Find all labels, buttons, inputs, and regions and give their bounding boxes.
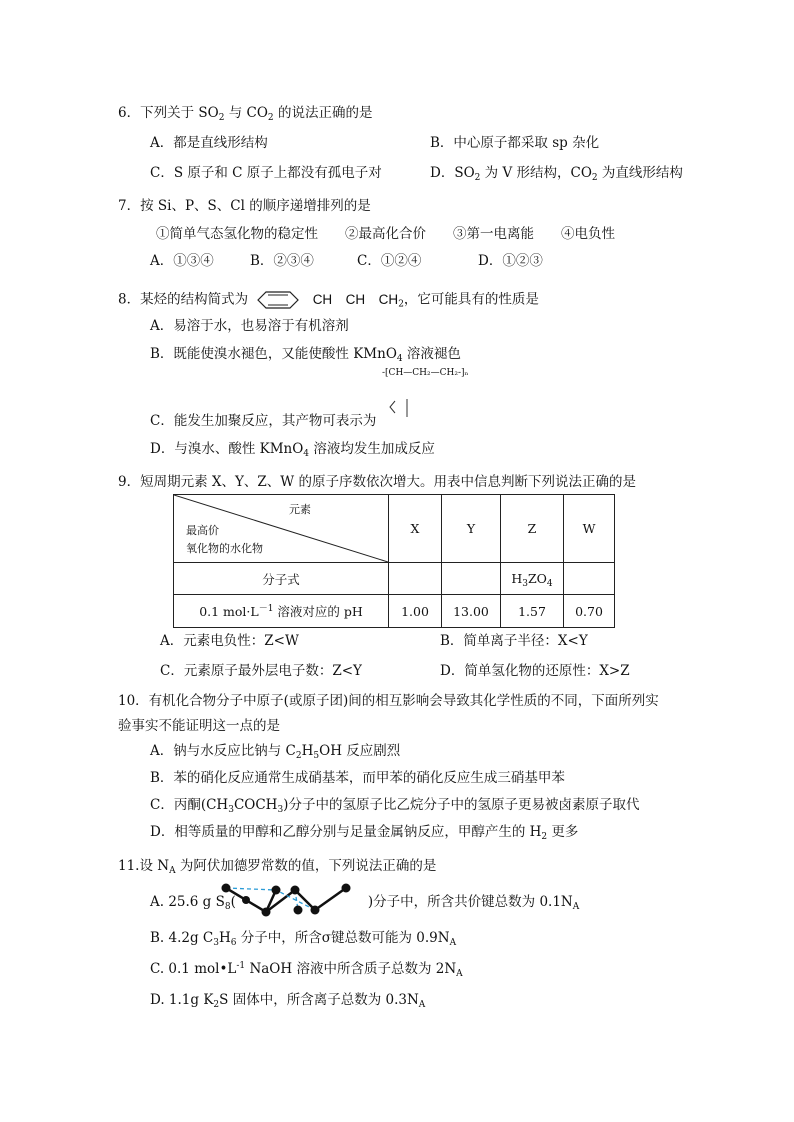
q9-row2-y: 13.00	[442, 595, 501, 628]
q9-row2-label: 0.1 $mol\cdot L^{-1}$ 溶液对应的 pH	[174, 595, 389, 628]
q7-option-c: C．①②④	[357, 253, 422, 269]
q6-option-d: D．$SO_2$ 为 V 形结构，$CO_2$ 为直线形结构	[430, 165, 683, 183]
q9-col-y: Y	[442, 495, 501, 563]
q10-option-a: A．钠与水反应比钠与 $C_2H_5OH$ 反应剧烈	[150, 743, 401, 761]
q9-table	[173, 494, 615, 628]
q10-stem-line2: 验事实不能证明这一点的是	[118, 718, 280, 734]
q11-option-b: B. 4.2g $C_3H_6$ 分子中，所含σ键总数可能为 $0.9N_A$	[150, 930, 457, 948]
q10-stem-line1: 10．有机化合物分子中原子(或原子团)间的相互影响会导致其化学性质的不同，下面所列实	[118, 693, 659, 709]
q6-option-a: A．都是直线形结构	[150, 135, 268, 151]
q8-struct-text: CH CH CH	[312, 291, 399, 307]
q8-option-a: A．易溶于水，也易溶于有机溶剂	[150, 318, 349, 334]
q6-option-c: C．S 原子和 C 原子上都没有孤电子对	[150, 165, 382, 181]
q8-stem: 8．某烃的结构简式为 CH CH $CH_2$，它可能具有的性质是	[118, 288, 539, 312]
q7-option-d: D．①②③	[478, 253, 543, 269]
q7-items: ①简单气态氢化物的稳定性 ②最高化合价 ③第一电离能 ④电负性	[156, 226, 615, 242]
q9-option-b: B．简单离子半径：X<Y	[440, 633, 588, 649]
q8-option-d: D．与溴水、酸性 KMnO$_4$ 溶液均发生加成反应	[150, 441, 435, 459]
q10-option-d: D．相等质量的甲醇和乙醇分别与足量金属钠反应，甲醇产生的 $H_2$ 更多	[150, 824, 579, 842]
q9-col-z: Z	[501, 495, 564, 563]
q7-option-a: A．①③④	[150, 253, 214, 269]
q9-table-diagonal-header: 元素 最高价 氧化物的水化物	[174, 495, 389, 563]
q9-option-d: D．简单氢化物的还原性：X>Z	[440, 663, 630, 679]
q9-row1-z: $H_3ZO_4$	[501, 563, 564, 595]
q8-option-b: B．既能使溴水褪色，又能使酸性 KMnO$_4$ 溶液褪色	[150, 346, 461, 364]
q11-option-d: D. 1.1g $K_2S$ 固体中，所含离子总数为 $0.3N_A$	[150, 992, 426, 1010]
q10-option-b: B．苯的硝化反应通常生成硝基苯，而甲苯的硝化反应生成三硝基甲苯	[150, 770, 565, 786]
q9-stem: 9．短周期元素 X、Y、Z、W 的原子序数依次增大。用表中信息判断下列说法正确的是	[118, 474, 636, 490]
polymer-ring-icon	[387, 395, 415, 423]
q9-col-w: W	[564, 495, 615, 563]
q9-col-x: X	[389, 495, 442, 563]
q9-row1-label: 分子式	[174, 563, 389, 595]
q6-option-b: B．中心原子都采取 sp 杂化	[430, 135, 600, 151]
q9-row2-w: 0.70	[564, 595, 615, 628]
q11-option-c: C. 0.1 $mol•L^{-1}$ NaOH 溶液中所含质子总数为 $2N_A$	[150, 961, 463, 979]
q7-option-b: B．②③④	[250, 253, 314, 269]
q9-row2-z: 1.57	[501, 595, 564, 628]
q8-option-c: C．能发生加聚反应，其产物可表示为	[150, 413, 377, 429]
q11-stem: 11.设 $N_A$ 为阿伏加德罗常数的值，下列说法正确的是	[118, 858, 437, 876]
q11-option-a: A. 25.6 g $S_8$( )分子中，所含共价键总数为 $0.1N_A$	[150, 894, 580, 912]
q7-stem: 7．按 Si、P、S、Cl 的顺序递增排列的是	[118, 198, 371, 214]
q10-option-c: C．丙酮$(CH_3COCH_3)$分子中的氢原子比乙烷分子中的氢原子更易被卤素原子取代	[150, 797, 640, 815]
q9-option-c: C．元素原子最外层电子数：Z<Y	[160, 663, 362, 679]
q8-polymer-formula: -[CH—CH₂—CH₂-]ₙ	[382, 368, 469, 378]
q9-option-a: A．元素电负性：Z<W	[160, 633, 299, 649]
q6-stem: 6．下列关于 $SO_2$ 与 $CO_2$ 的说法正确的是	[118, 105, 373, 123]
s8-molecule-icon	[218, 880, 353, 920]
benzene-ring-icon	[252, 288, 304, 312]
q9-row2-x: 1.00	[389, 595, 442, 628]
